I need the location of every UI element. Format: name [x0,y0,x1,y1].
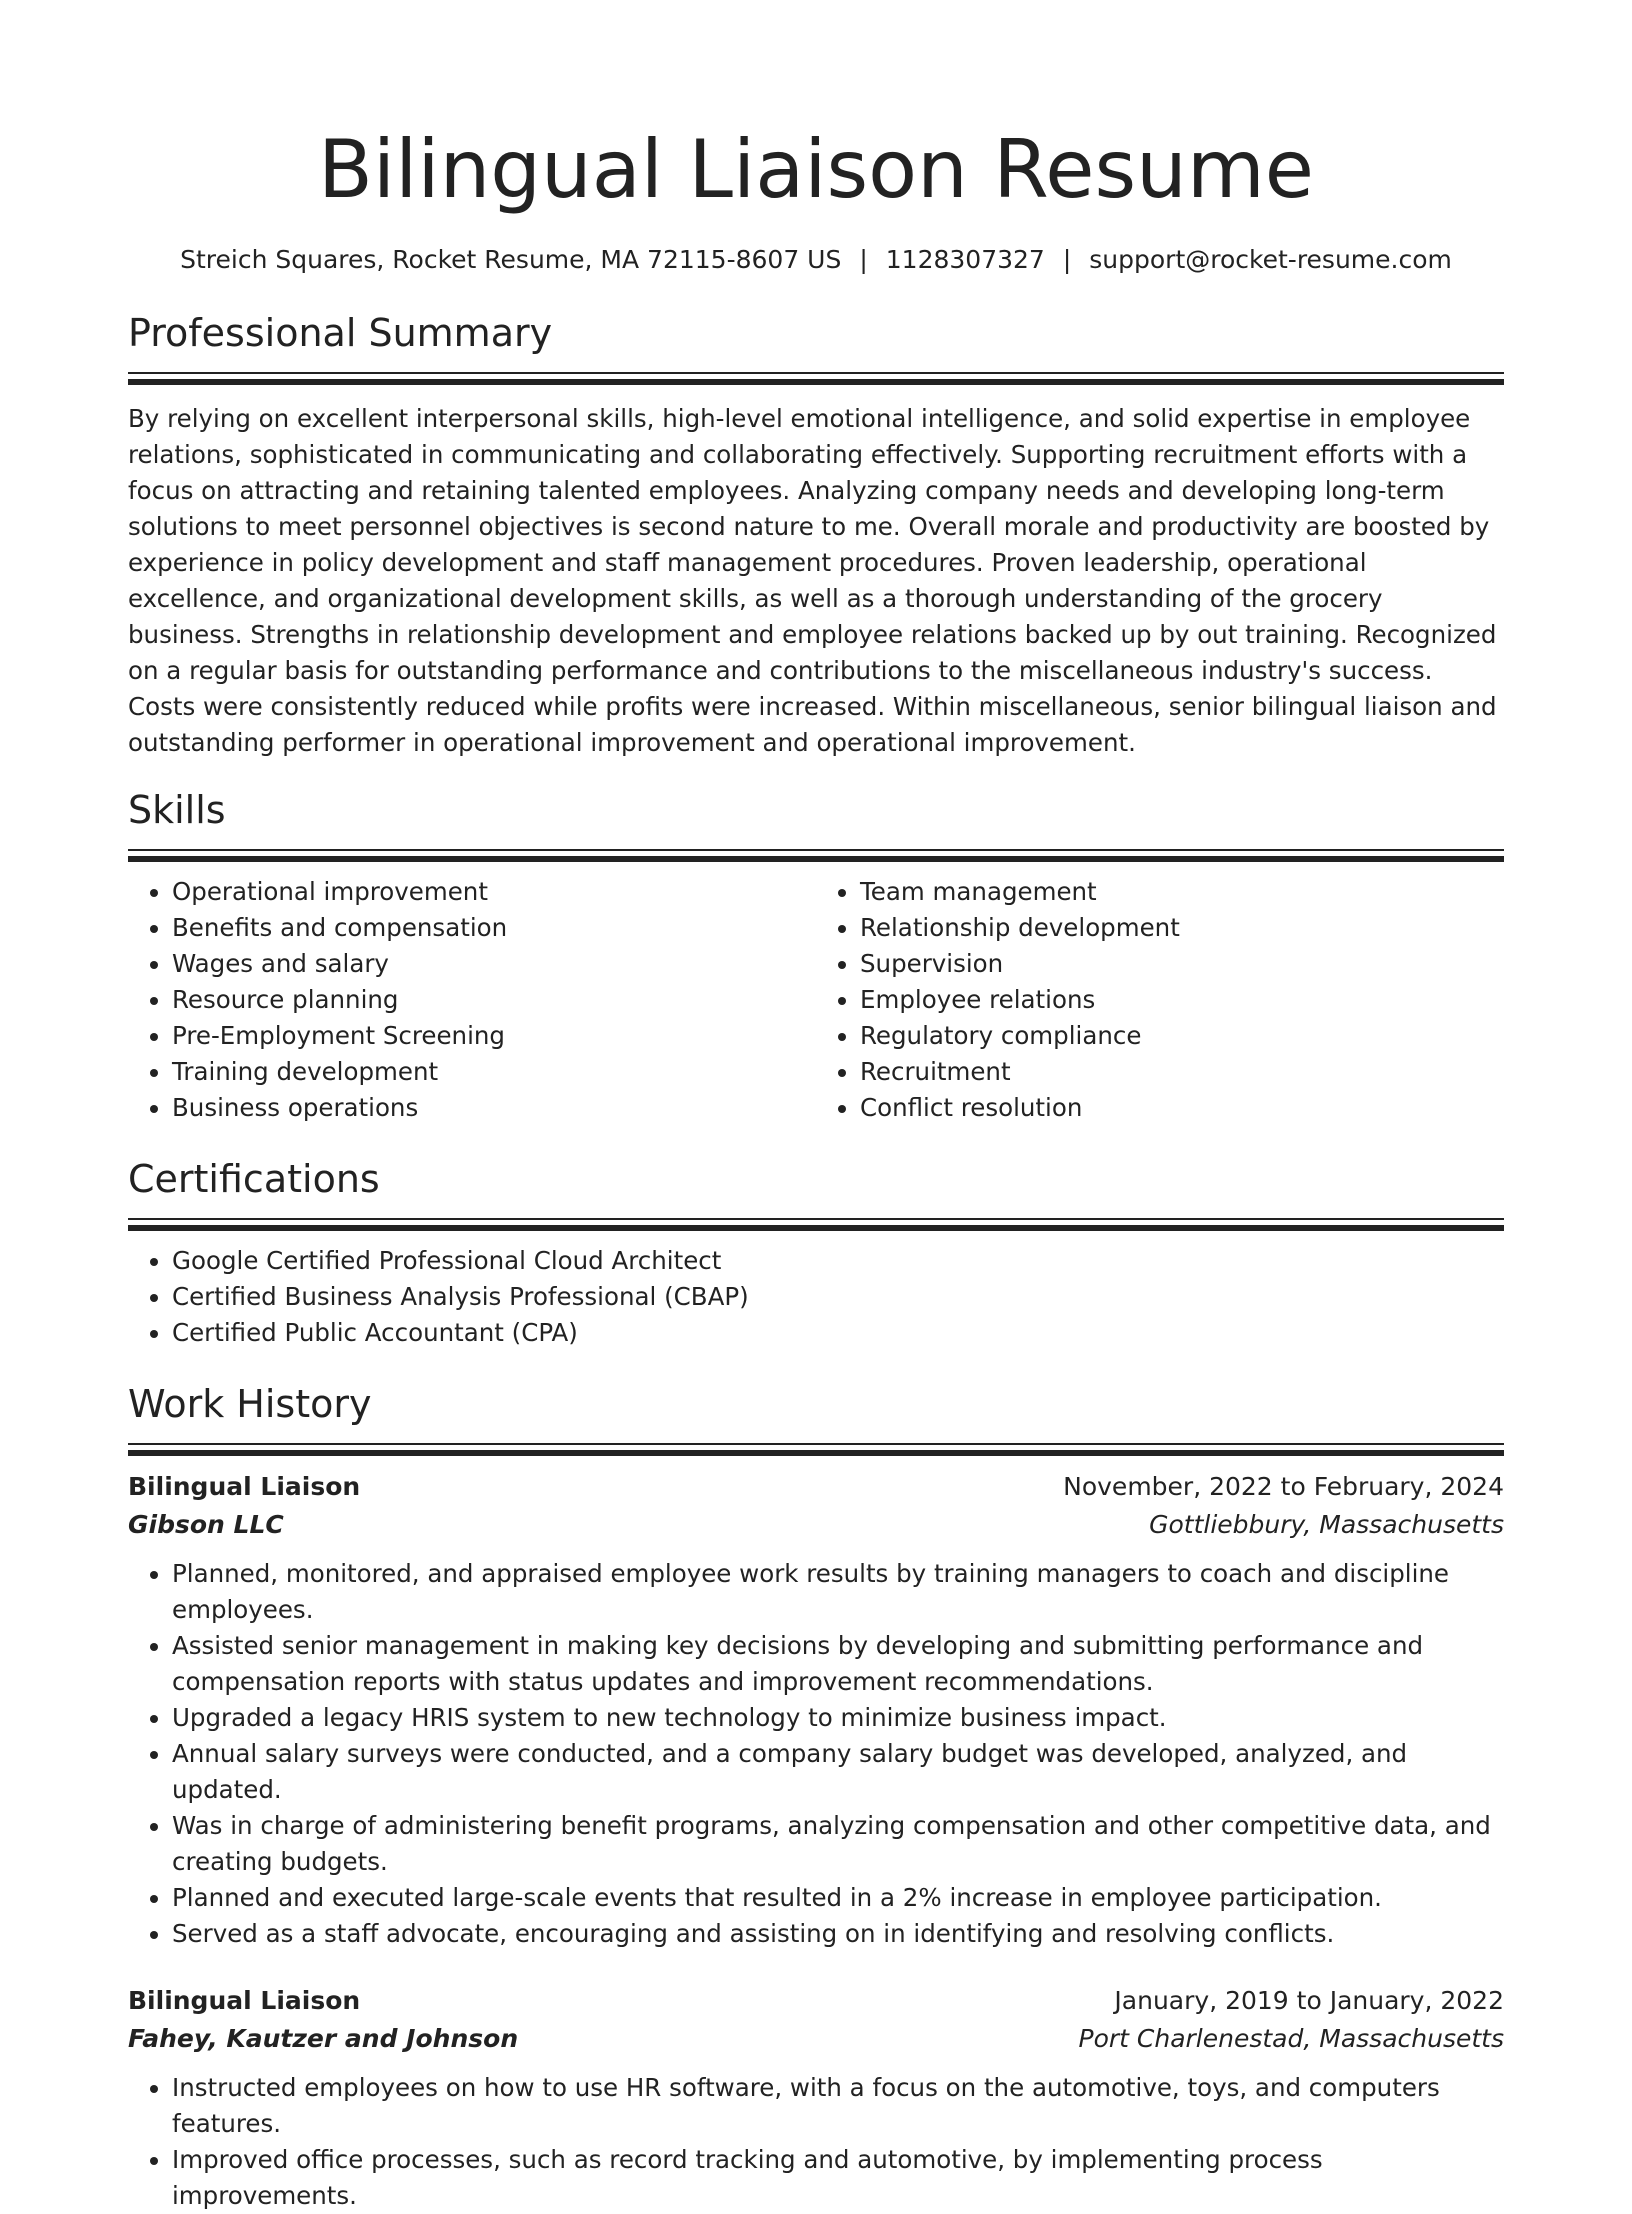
job-company: Gibson LLC [128,1510,284,1539]
job-company-row [128,2020,1504,2058]
job-title: Bilingual Liaison [128,1986,361,2015]
job-bullet: • Instructed employees on how to use HR software, with a focus on the automotive, toys, and computers features. [172,2070,1504,2142]
skill-item: • Training development [172,1054,816,1090]
skills-left-list [128,874,816,1126]
contact-separator: | [859,245,868,274]
contact-line [128,242,1504,278]
skill-item: • Wages and salary [172,946,816,982]
job-header-row [128,1982,1504,2020]
skill-item: • Benefits and compensation [172,910,816,946]
section-title-certifications: Certifications [128,1157,380,1201]
skill-item: • Resource planning [172,982,816,1018]
resume-page [128,118,1504,2214]
skill-item: • Recruitment [860,1054,1504,1090]
skill-item: • Pre-Employment Screening [172,1018,816,1054]
skills-right-list [816,874,1504,1126]
job-bullet: • Improved office processes, such as record tracking and automotive, by implementing process improvements. [172,2142,1504,2214]
job-bullet: • Annual salary surveys were conducted, and a company salary budget was developed, analyzed, and updated. [172,1736,1504,1808]
skill-item: • Operational improvement [172,874,816,910]
skill-item: • Business operations [172,1090,816,1126]
job-company-row [128,1506,1504,1544]
skill-item: • Supervision [860,946,1504,982]
job-location: Port Charlenestad, Massachusetts [1078,2024,1504,2053]
job-bullet: • Planned, monitored, and appraised employee work results by training managers to coach and discipline employees. [172,1556,1504,1628]
section-title-summary: Professional Summary [128,311,553,355]
skill-item: • Employee relations [860,982,1504,1018]
job-bullet: • Was in charge of administering benefit programs, analyzing compensation and other competitive data, and creating budgets. [172,1808,1504,1880]
job-bullet-list [128,1556,1504,1952]
certification-item: • Google Certified Professional Cloud Architect [172,1243,1504,1279]
certification-item: • Certified Business Analysis Professional (CBAP) [172,1279,1504,1315]
skill-item: • Regulatory compliance [860,1018,1504,1054]
job-bullet: • Planned and executed large-scale events that resulted in a 2% increase in employee participation. [172,1880,1504,1916]
address: Streich Squares, Rocket Resume, MA 72115-8607 US [180,245,842,274]
section-title-skills: Skills [128,788,226,832]
job-bullet: • Upgraded a legacy HRIS system to new technology to minimize business impact. [172,1700,1504,1736]
summary-text: By relying on excellent interpersonal skills, high-level emotional intelligence, and solid expertise in employee relations, sophisticated in communicating and collaborating effectively. Supporting recruitment efforts with a focus on attracting and retaining talented employees. Analyzing company needs and developing long-term solutions to meet personnel objectives is second nature to me. Overall morale and productivity are boosted by experience in policy development and staff management procedures. Proven leadership, operational excellence, and organizational development skills, as well as a thorough understanding of the grocery business. Strengths in relationship development and employee relations backed up by out training. Recognized on a regular basis for outstanding performance and contributions to the miscellaneous industry's success. Costs were consistently reduced while profits were increased. Within miscellaneous, senior bilingual liaison and outstanding performer in operational improvement and operational improvement. [128,404,1497,757]
job-bullet: • Served as a staff advocate, encouraging and assisting on in identifying and resolving conflicts. [172,1916,1504,1952]
job-entry [128,1468,1504,1952]
job-dates: November, 2022 to February, 2024 [1063,1472,1504,1501]
skill-item: • Team management [860,874,1504,910]
resume-title: Bilingual Liaison Resume [318,123,1314,216]
skills-columns [128,874,1504,1126]
job-dates: January, 2019 to January, 2022 [1114,1986,1504,2015]
section-divider [128,372,1504,379]
job-title: Bilingual Liaison [128,1472,361,1501]
contact-separator: | [1062,245,1072,274]
skill-item: • Relationship development [860,910,1504,946]
phone: 1128307327 [885,245,1045,274]
skill-item: • Conflict resolution [860,1090,1504,1126]
section-title-work-history: Work History [128,1382,372,1426]
job-header-row [128,1468,1504,1506]
skills-section [128,785,1504,1126]
section-divider [128,1218,1504,1225]
job-company: Fahey, Kautzer and Johnson [128,2024,519,2053]
summary-section [128,308,1504,761]
section-divider [128,849,1504,856]
section-divider [128,1443,1504,1450]
certifications-section [128,1154,1504,1351]
work-history-section [128,1379,1504,2214]
email: support@rocket-resume.com [1089,245,1452,274]
certification-item: • Certified Public Accountant (CPA) [172,1315,1504,1351]
job-entry [128,1982,1504,2214]
job-bullet: • Assisted senior management in making key decisions by developing and submitting performance and compensation reports with status updates and improvement recommendations. [172,1628,1504,1700]
certifications-list [128,1243,1504,1351]
job-bullet-list [128,2070,1504,2214]
job-location: Gottliebbury, Massachusetts [1149,1510,1504,1539]
